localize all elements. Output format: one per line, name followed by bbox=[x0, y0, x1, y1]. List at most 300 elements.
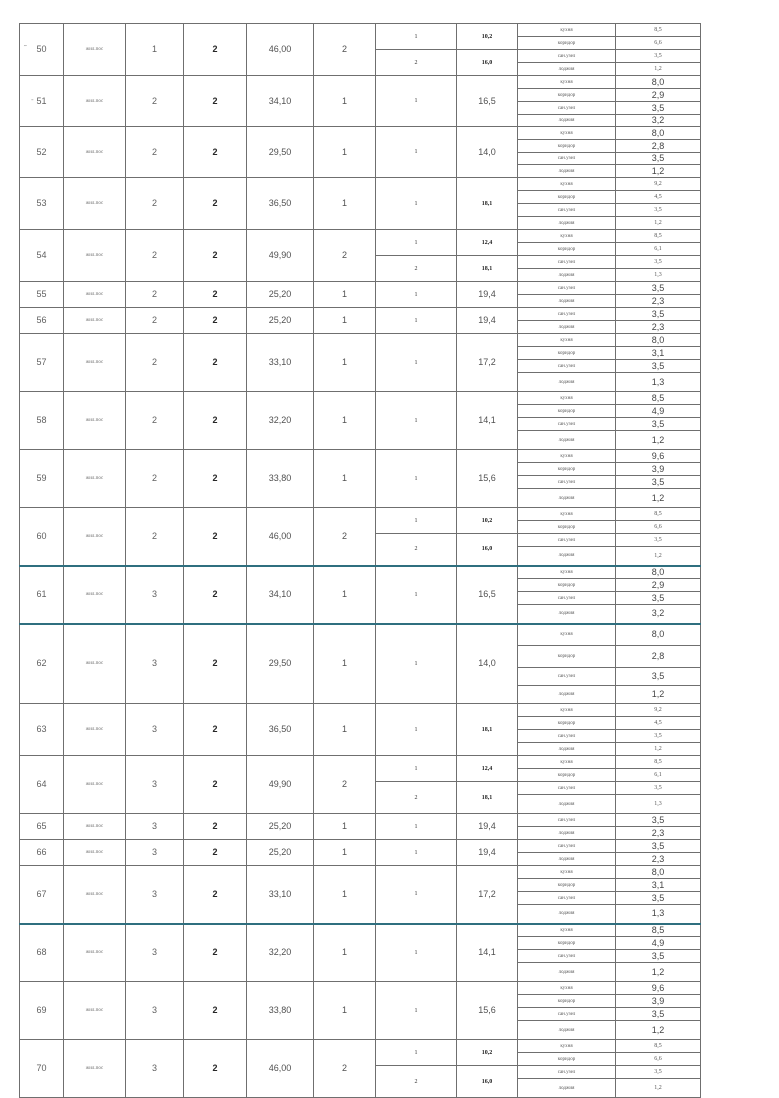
floor-number: 3 bbox=[126, 866, 184, 924]
total-area: 36,50 bbox=[247, 178, 314, 230]
aux-room-name: лоджия bbox=[518, 605, 616, 624]
table-row bbox=[20, 814, 701, 827]
table-row bbox=[20, 127, 701, 140]
room-count: 1 bbox=[314, 334, 376, 392]
scan-speck: - bbox=[31, 95, 34, 104]
floor-number: 2 bbox=[126, 392, 184, 450]
aux-room-name: лоджия bbox=[518, 217, 616, 230]
apartment-number: 54 bbox=[20, 230, 64, 282]
aux-room-area: 8,0 bbox=[616, 334, 701, 347]
table-row bbox=[20, 178, 701, 191]
apartment-table-container bbox=[19, 23, 700, 1091]
aux-room-area: 1,3 bbox=[616, 795, 701, 814]
floor-number: 2 bbox=[126, 308, 184, 334]
aux-room-area: 1,3 bbox=[616, 269, 701, 282]
aux-room-area: 8,5 bbox=[616, 1040, 701, 1053]
total-area: 49,90 bbox=[247, 756, 314, 814]
aux-room-name: сан.узел bbox=[518, 1066, 616, 1079]
aux-room-name: сан.узел bbox=[518, 950, 616, 963]
aux-room-name: кухня bbox=[518, 508, 616, 521]
room-count: 1 bbox=[314, 924, 376, 982]
aux-room-name: кухня bbox=[518, 982, 616, 995]
room-count: 2 bbox=[314, 756, 376, 814]
table-row bbox=[20, 282, 701, 295]
total-area: 33,80 bbox=[247, 450, 314, 508]
aux-room-area: 9,2 bbox=[616, 704, 701, 717]
room-count: 2 bbox=[314, 1040, 376, 1098]
aux-room-area: 9,2 bbox=[616, 178, 701, 191]
aux-room-area: 1,2 bbox=[616, 217, 701, 230]
room-count: 1 bbox=[314, 566, 376, 624]
floor-number: 2 bbox=[126, 230, 184, 282]
aux-room-name: коридор bbox=[518, 1053, 616, 1066]
floor-number: 3 bbox=[126, 566, 184, 624]
aux-room-area: 6,6 bbox=[616, 521, 701, 534]
floor-number: 3 bbox=[126, 982, 184, 1040]
aux-room-area: 8,5 bbox=[616, 756, 701, 769]
aux-room-area: 3,5 bbox=[616, 476, 701, 489]
aux-room-name: коридор bbox=[518, 879, 616, 892]
living-room-number: 2 bbox=[376, 534, 457, 566]
aux-room-name: коридор bbox=[518, 717, 616, 730]
aux-room-area: 3,2 bbox=[616, 115, 701, 127]
apartment-use: жил.пос bbox=[64, 127, 126, 178]
aux-room-area: 3,5 bbox=[616, 814, 701, 827]
aux-room-area: 9,6 bbox=[616, 982, 701, 995]
aux-room-name: коридор bbox=[518, 646, 616, 668]
room-count: 1 bbox=[314, 840, 376, 866]
aux-room-area: 3,5 bbox=[616, 840, 701, 853]
aux-room-area: 3,5 bbox=[616, 256, 701, 269]
aux-room-name: кухня bbox=[518, 566, 616, 579]
aux-room-name: сан.узел bbox=[518, 668, 616, 686]
living-room-number: 2 bbox=[376, 1066, 457, 1098]
living-room-area: 12,4 bbox=[457, 756, 518, 782]
aux-room-name: кухня bbox=[518, 392, 616, 405]
aux-room-area: 4,5 bbox=[616, 191, 701, 204]
living-room-area: 18,1 bbox=[457, 704, 518, 756]
living-room-number: 1 bbox=[376, 308, 457, 334]
aux-room-area: 3,5 bbox=[616, 153, 701, 165]
block-number: 2 bbox=[184, 624, 247, 704]
aux-room-area: 2,3 bbox=[616, 295, 701, 308]
room-count: 2 bbox=[314, 24, 376, 76]
apartment-number: 62 bbox=[20, 624, 64, 704]
aux-room-name: сан.узел bbox=[518, 50, 616, 63]
aux-room-name: сан.узел bbox=[518, 814, 616, 827]
living-room-area: 15,6 bbox=[457, 450, 518, 508]
aux-room-name: коридор bbox=[518, 191, 616, 204]
apartment-number: 59 bbox=[20, 450, 64, 508]
aux-room-area: 6,6 bbox=[616, 37, 701, 50]
aux-room-name: кухня bbox=[518, 866, 616, 879]
living-room-number: 1 bbox=[376, 76, 457, 127]
room-count: 2 bbox=[314, 230, 376, 282]
living-room-number: 1 bbox=[376, 566, 457, 624]
aux-room-area: 3,5 bbox=[616, 892, 701, 905]
room-count: 1 bbox=[314, 392, 376, 450]
apartment-number: 60 bbox=[20, 508, 64, 566]
living-room-area: 18,1 bbox=[457, 782, 518, 814]
apartment-use: жил.пос bbox=[64, 756, 126, 814]
floor-number: 3 bbox=[126, 704, 184, 756]
apartment-number: 69 bbox=[20, 982, 64, 1040]
room-count: 2 bbox=[314, 508, 376, 566]
aux-room-area: 1,2 bbox=[616, 743, 701, 756]
aux-room-name: лоджия bbox=[518, 795, 616, 814]
table-row bbox=[20, 392, 701, 405]
table-row bbox=[20, 450, 701, 463]
block-number: 2 bbox=[184, 566, 247, 624]
living-room-area: 10,2 bbox=[457, 508, 518, 534]
apartment-number: 53 bbox=[20, 178, 64, 230]
aux-room-name: кухня bbox=[518, 756, 616, 769]
aux-room-area: 1,2 bbox=[616, 1079, 701, 1098]
aux-room-area: 4,9 bbox=[616, 937, 701, 950]
aux-room-area: 6,1 bbox=[616, 769, 701, 782]
living-room-area: 16,0 bbox=[457, 534, 518, 566]
total-area: 36,50 bbox=[247, 704, 314, 756]
aux-room-name: коридор bbox=[518, 89, 616, 102]
apartment-number: 63 bbox=[20, 704, 64, 756]
apartment-number: 57 bbox=[20, 334, 64, 392]
total-area: 46,00 bbox=[247, 1040, 314, 1098]
total-area: 25,20 bbox=[247, 282, 314, 308]
living-room-area: 12,4 bbox=[457, 230, 518, 256]
apartment-number: 55 bbox=[20, 282, 64, 308]
aux-room-name: лоджия bbox=[518, 1079, 616, 1098]
floor-number: 3 bbox=[126, 840, 184, 866]
table-row bbox=[20, 982, 701, 995]
aux-room-name: лоджия bbox=[518, 115, 616, 127]
living-room-number: 1 bbox=[376, 392, 457, 450]
aux-room-name: коридор bbox=[518, 347, 616, 360]
aux-room-name: сан.узел bbox=[518, 840, 616, 853]
living-room-area: 19,4 bbox=[457, 308, 518, 334]
aux-room-name: кухня bbox=[518, 924, 616, 937]
room-count: 1 bbox=[314, 76, 376, 127]
total-area: 33,80 bbox=[247, 982, 314, 1040]
aux-room-area: 8,0 bbox=[616, 127, 701, 140]
apartment-use: жил.пос bbox=[64, 392, 126, 450]
aux-room-area: 3,1 bbox=[616, 347, 701, 360]
room-count: 1 bbox=[314, 450, 376, 508]
aux-room-name: коридор bbox=[518, 463, 616, 476]
floor-number: 1 bbox=[126, 24, 184, 76]
living-room-number: 1 bbox=[376, 1040, 457, 1066]
aux-room-area: 8,5 bbox=[616, 392, 701, 405]
aux-room-area: 3,5 bbox=[616, 308, 701, 321]
floor-number: 2 bbox=[126, 282, 184, 308]
total-area: 46,00 bbox=[247, 508, 314, 566]
aux-room-name: кухня bbox=[518, 24, 616, 37]
living-room-number: 1 bbox=[376, 282, 457, 308]
total-area: 32,20 bbox=[247, 392, 314, 450]
floor-number: 3 bbox=[126, 814, 184, 840]
table-row bbox=[20, 308, 701, 321]
block-number: 2 bbox=[184, 24, 247, 76]
apartment-number: 64 bbox=[20, 756, 64, 814]
floor-number: 2 bbox=[126, 334, 184, 392]
total-area: 49,90 bbox=[247, 230, 314, 282]
table-row bbox=[20, 508, 701, 521]
apartment-number: 66 bbox=[20, 840, 64, 866]
table-row bbox=[20, 924, 701, 937]
block-number: 2 bbox=[184, 840, 247, 866]
apartment-number: 58 bbox=[20, 392, 64, 450]
aux-room-name: сан.узел bbox=[518, 102, 616, 115]
living-room-area: 17,2 bbox=[457, 866, 518, 924]
table-row bbox=[20, 756, 701, 769]
aux-room-area: 2,3 bbox=[616, 321, 701, 334]
block-number: 2 bbox=[184, 127, 247, 178]
aux-room-area: 3,9 bbox=[616, 463, 701, 476]
apartment-table bbox=[19, 23, 701, 1098]
total-area: 34,10 bbox=[247, 566, 314, 624]
apartment-use: жил.пос bbox=[64, 814, 126, 840]
aux-room-area: 2,8 bbox=[616, 646, 701, 668]
living-room-area: 10,2 bbox=[457, 1040, 518, 1066]
aux-room-area: 3,5 bbox=[616, 204, 701, 217]
aux-room-name: сан.узел bbox=[518, 1008, 616, 1021]
floor-number: 3 bbox=[126, 624, 184, 704]
aux-room-name: лоджия bbox=[518, 1021, 616, 1040]
aux-room-name: кухня bbox=[518, 624, 616, 646]
aux-room-area: 1,2 bbox=[616, 431, 701, 450]
living-room-area: 14,1 bbox=[457, 924, 518, 982]
total-area: 29,50 bbox=[247, 624, 314, 704]
apartment-table-body bbox=[20, 24, 701, 1098]
block-number: 2 bbox=[184, 334, 247, 392]
apartment-use: жил.пос bbox=[64, 508, 126, 566]
living-room-area: 14,0 bbox=[457, 624, 518, 704]
apartment-use: жил.пос bbox=[64, 334, 126, 392]
aux-room-area: 3,5 bbox=[616, 360, 701, 373]
aux-room-name: коридор bbox=[518, 521, 616, 534]
aux-room-area: 2,9 bbox=[616, 579, 701, 592]
room-count: 1 bbox=[314, 127, 376, 178]
apartment-number: 67 bbox=[20, 866, 64, 924]
aux-room-name: коридор bbox=[518, 243, 616, 256]
apartment-use: жил.пос bbox=[64, 178, 126, 230]
aux-room-area: 8,5 bbox=[616, 24, 701, 37]
apartment-number: 52 bbox=[20, 127, 64, 178]
table-row bbox=[20, 76, 701, 89]
block-number: 2 bbox=[184, 76, 247, 127]
apartment-number: 50 bbox=[20, 24, 64, 76]
table-row bbox=[20, 704, 701, 717]
table-row bbox=[20, 24, 701, 37]
apartment-number: 65 bbox=[20, 814, 64, 840]
aux-room-name: кухня bbox=[518, 450, 616, 463]
aux-room-area: 2,3 bbox=[616, 827, 701, 840]
aux-room-area: 1,2 bbox=[616, 963, 701, 982]
table-row bbox=[20, 866, 701, 879]
aux-room-name: коридор bbox=[518, 769, 616, 782]
apartment-use: жил.пос bbox=[64, 308, 126, 334]
aux-room-name: кухня bbox=[518, 1040, 616, 1053]
aux-room-name: лоджия bbox=[518, 963, 616, 982]
aux-room-area: 4,9 bbox=[616, 405, 701, 418]
living-room-area: 16,5 bbox=[457, 566, 518, 624]
apartment-use: жил.пос bbox=[64, 450, 126, 508]
aux-room-area: 3,5 bbox=[616, 418, 701, 431]
aux-room-area: 1,2 bbox=[616, 1021, 701, 1040]
apartment-use: жил.пос bbox=[64, 866, 126, 924]
room-count: 1 bbox=[314, 814, 376, 840]
aux-room-area: 8,0 bbox=[616, 76, 701, 89]
living-room-number: 1 bbox=[376, 814, 457, 840]
aux-room-area: 1,2 bbox=[616, 489, 701, 508]
aux-room-name: кухня bbox=[518, 704, 616, 717]
aux-room-area: 3,5 bbox=[616, 282, 701, 295]
floor-number: 2 bbox=[126, 450, 184, 508]
apartment-use: жил.пос bbox=[64, 840, 126, 866]
floor-number: 3 bbox=[126, 1040, 184, 1098]
block-number: 2 bbox=[184, 178, 247, 230]
table-row bbox=[20, 334, 701, 347]
living-room-area: 17,2 bbox=[457, 334, 518, 392]
aux-room-name: сан.узел bbox=[518, 256, 616, 269]
living-room-number: 1 bbox=[376, 127, 457, 178]
aux-room-area: 3,5 bbox=[616, 950, 701, 963]
aux-room-name: лоджия bbox=[518, 373, 616, 392]
aux-room-name: сан.узел bbox=[518, 418, 616, 431]
apartment-number: 56 bbox=[20, 308, 64, 334]
living-room-area: 10,2 bbox=[457, 24, 518, 50]
apartment-number: 68 bbox=[20, 924, 64, 982]
block-number: 2 bbox=[184, 924, 247, 982]
aux-room-name: сан.узел bbox=[518, 204, 616, 217]
living-room-area: 19,4 bbox=[457, 282, 518, 308]
living-room-number: 2 bbox=[376, 50, 457, 76]
living-room-number: 1 bbox=[376, 840, 457, 866]
living-room-number: 2 bbox=[376, 256, 457, 282]
aux-room-name: сан.узел bbox=[518, 476, 616, 489]
aux-room-area: 6,6 bbox=[616, 1053, 701, 1066]
aux-room-name: лоджия bbox=[518, 165, 616, 178]
aux-room-area: 3,5 bbox=[616, 1066, 701, 1079]
aux-room-area: 8,0 bbox=[616, 566, 701, 579]
aux-room-area: 8,5 bbox=[616, 230, 701, 243]
block-number: 2 bbox=[184, 508, 247, 566]
aux-room-name: кухня bbox=[518, 127, 616, 140]
floor-number: 2 bbox=[126, 178, 184, 230]
table-row bbox=[20, 624, 701, 646]
aux-room-name: сан.узел bbox=[518, 360, 616, 373]
living-room-number: 1 bbox=[376, 982, 457, 1040]
room-count: 1 bbox=[314, 624, 376, 704]
aux-room-name: лоджия bbox=[518, 743, 616, 756]
aux-room-name: коридор bbox=[518, 37, 616, 50]
aux-room-name: кухня bbox=[518, 76, 616, 89]
aux-room-name: сан.узел bbox=[518, 282, 616, 295]
living-room-number: 1 bbox=[376, 924, 457, 982]
block-number: 2 bbox=[184, 450, 247, 508]
aux-room-name: лоджия bbox=[518, 269, 616, 282]
living-room-number: 1 bbox=[376, 508, 457, 534]
aux-room-name: лоджия bbox=[518, 686, 616, 704]
apartment-use: жил.пос bbox=[64, 704, 126, 756]
total-area: 29,50 bbox=[247, 127, 314, 178]
apartment-use: жил.пос bbox=[64, 982, 126, 1040]
aux-room-area: 3,5 bbox=[616, 534, 701, 547]
aux-room-name: сан.узел bbox=[518, 892, 616, 905]
aux-room-name: кухня bbox=[518, 178, 616, 191]
aux-room-name: лоджия bbox=[518, 853, 616, 866]
block-number: 2 bbox=[184, 866, 247, 924]
aux-room-area: 1,3 bbox=[616, 905, 701, 924]
block-number: 2 bbox=[184, 814, 247, 840]
apartment-number: 61 bbox=[20, 566, 64, 624]
scan-speck: ˜ bbox=[24, 44, 27, 53]
aux-room-name: сан.узел bbox=[518, 534, 616, 547]
living-room-area: 16,0 bbox=[457, 50, 518, 76]
living-room-number: 1 bbox=[376, 334, 457, 392]
living-room-area: 19,4 bbox=[457, 814, 518, 840]
aux-room-area: 3,5 bbox=[616, 730, 701, 743]
aux-room-area: 3,5 bbox=[616, 1008, 701, 1021]
aux-room-area: 2,3 bbox=[616, 853, 701, 866]
living-room-area: 14,1 bbox=[457, 392, 518, 450]
total-area: 46,00 bbox=[247, 24, 314, 76]
apartment-number: 70 bbox=[20, 1040, 64, 1098]
total-area: 33,10 bbox=[247, 334, 314, 392]
aux-room-name: кухня bbox=[518, 334, 616, 347]
aux-room-name: кухня bbox=[518, 230, 616, 243]
aux-room-name: лоджия bbox=[518, 547, 616, 566]
apartment-use: жил.пос bbox=[64, 282, 126, 308]
aux-room-name: лоджия bbox=[518, 489, 616, 508]
living-room-number: 1 bbox=[376, 756, 457, 782]
aux-room-name: лоджия bbox=[518, 321, 616, 334]
apartment-use: жил.пос bbox=[64, 24, 126, 76]
apartment-number: 51 bbox=[20, 76, 64, 127]
floor-number: 2 bbox=[126, 508, 184, 566]
living-room-area: 19,4 bbox=[457, 840, 518, 866]
table-row bbox=[20, 230, 701, 243]
block-number: 2 bbox=[184, 704, 247, 756]
aux-room-area: 1,2 bbox=[616, 63, 701, 76]
total-area: 34,10 bbox=[247, 76, 314, 127]
living-room-area: 14,0 bbox=[457, 127, 518, 178]
aux-room-area: 1,2 bbox=[616, 547, 701, 566]
living-room-number: 1 bbox=[376, 866, 457, 924]
total-area: 32,20 bbox=[247, 924, 314, 982]
apartment-use: жил.пос bbox=[64, 624, 126, 704]
total-area: 25,20 bbox=[247, 814, 314, 840]
aux-room-area: 3,9 bbox=[616, 995, 701, 1008]
aux-room-area: 4,5 bbox=[616, 717, 701, 730]
aux-room-name: лоджия bbox=[518, 63, 616, 76]
living-room-area: 15,6 bbox=[457, 982, 518, 1040]
aux-room-area: 3,5 bbox=[616, 668, 701, 686]
living-room-number: 1 bbox=[376, 624, 457, 704]
living-room-number: 1 bbox=[376, 24, 457, 50]
table-row bbox=[20, 1040, 701, 1053]
block-number: 2 bbox=[184, 230, 247, 282]
living-room-number: 1 bbox=[376, 450, 457, 508]
block-number: 2 bbox=[184, 756, 247, 814]
room-count: 1 bbox=[314, 282, 376, 308]
room-count: 1 bbox=[314, 178, 376, 230]
block-number: 2 bbox=[184, 308, 247, 334]
aux-room-area: 3,5 bbox=[616, 782, 701, 795]
living-room-number: 2 bbox=[376, 782, 457, 814]
room-count: 1 bbox=[314, 982, 376, 1040]
aux-room-name: коридор bbox=[518, 140, 616, 153]
aux-room-name: сан.узел bbox=[518, 782, 616, 795]
